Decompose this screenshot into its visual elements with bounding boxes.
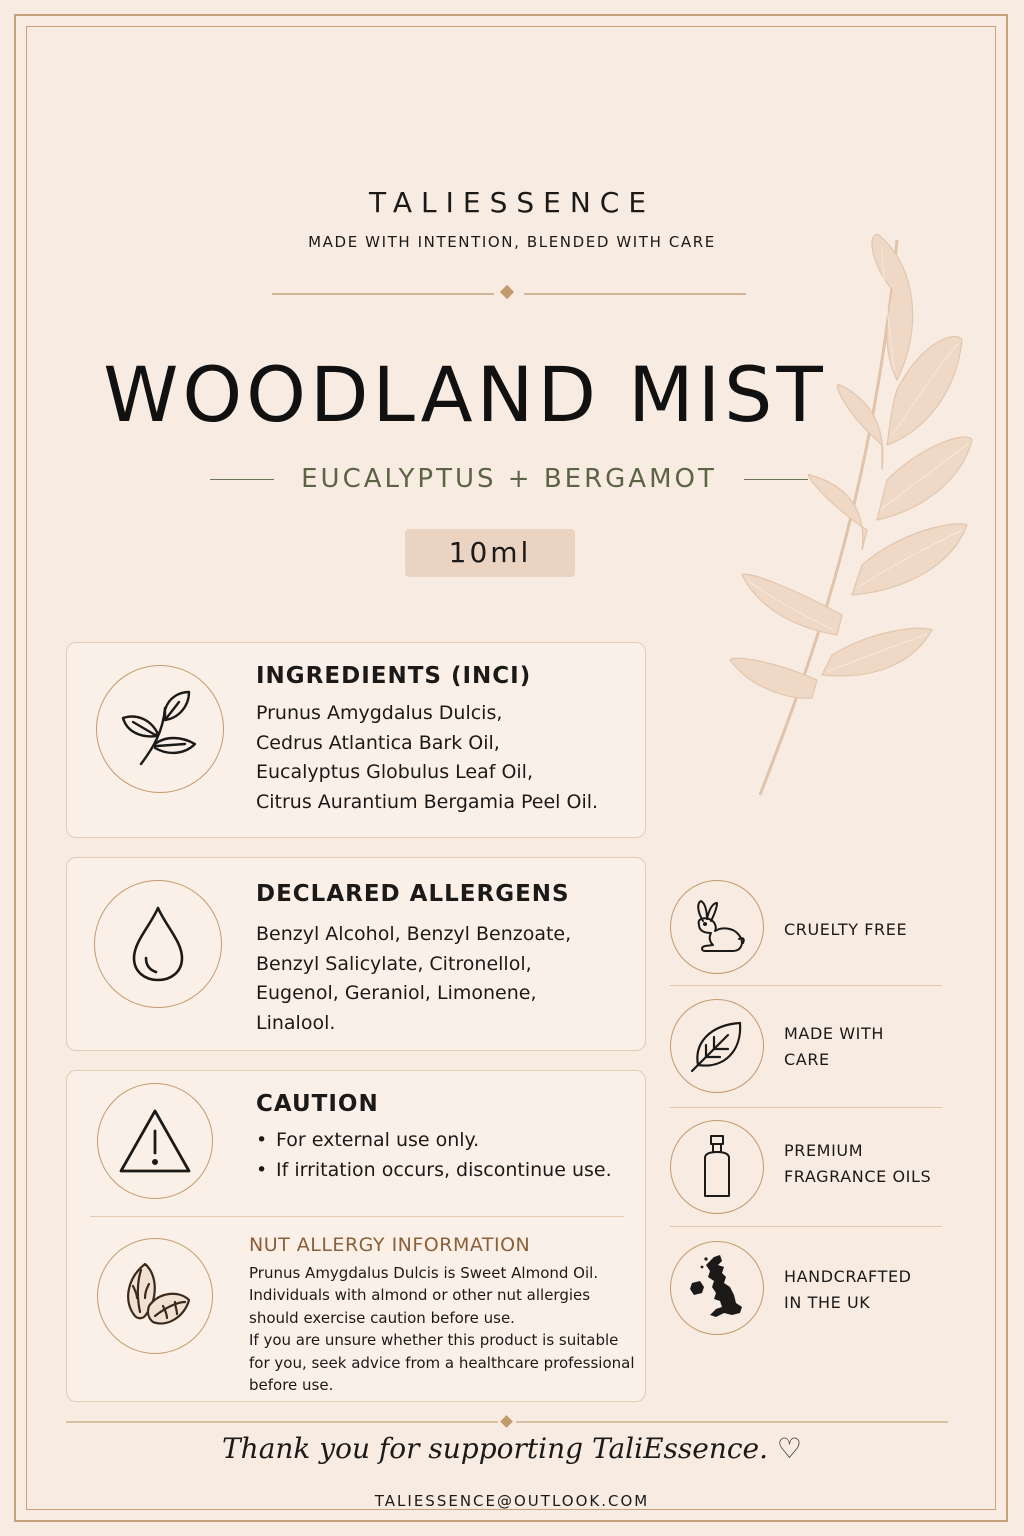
nut-allergy-line: for you, seek advice from a healthcare professional: [249, 1353, 635, 1372]
brand-tagline: MADE WITH INTENTION, BLENDED WITH CARE: [308, 233, 716, 251]
rabbit-icon: [670, 880, 764, 974]
contact-email: TALIESSENCE@OUTLOOK.COM: [374, 1492, 650, 1510]
nut-allergy-line: Individuals with almond or other nut allergies: [249, 1286, 591, 1305]
allergen-line: Linalool.: [256, 1011, 336, 1034]
nut-allergy-line: Prunus Amygdalus Dulcis is Sweet Almond Oil.: [249, 1264, 599, 1282]
feature-label: CRUELTY FREE: [784, 920, 908, 939]
caution-divider: [90, 1216, 624, 1217]
caution-heading: CAUTION: [256, 1091, 379, 1117]
warning-icon: [97, 1083, 213, 1199]
feature-label: PREMIUM FRAGRANCE OILS: [784, 1141, 932, 1186]
droplet-icon: [94, 880, 222, 1008]
thank-you-message: Thank you for supporting TaliEssence. ♡: [221, 1432, 802, 1465]
uk-map-icon: [670, 1241, 764, 1335]
ingredients-card: [66, 642, 646, 838]
feature-made-with-care: [670, 999, 942, 1099]
caution-item: • If irritation occurs, discontinue use.: [256, 1158, 612, 1181]
nut-allergy-heading: NUT ALLERGY INFORMATION: [249, 1234, 531, 1256]
top-divider: [272, 284, 746, 304]
allergens-heading: DECLARED ALLERGENS: [256, 881, 570, 907]
ingredients-heading: INGREDIENTS (INCI): [256, 663, 532, 689]
feature-label: MADE WITH CARE: [784, 1024, 885, 1069]
brand-name: TALIESSENCE: [368, 186, 656, 219]
feature-divider: [670, 1226, 942, 1227]
scent-notes: EUCALYPTUS + BERGAMOT: [301, 464, 717, 494]
nut-allergy-text: [249, 1262, 635, 1396]
allergen-line: Benzyl Alcohol, Benzyl Benzoate,: [256, 923, 572, 945]
caution-item: • For external use only.: [256, 1129, 480, 1151]
product-title: WOODLAND MIST: [103, 350, 827, 439]
allergens-list: [256, 920, 571, 1038]
leaf-sprig-icon: [722, 230, 982, 800]
leaves-icon: [96, 665, 224, 793]
nut-allergy-line: should exercise caution before use.: [249, 1308, 515, 1327]
feature-handcrafted-uk: [670, 1241, 942, 1341]
ingredient-line: Eucalyptus Globulus Leaf Oil,: [256, 761, 534, 783]
allergens-card: [66, 857, 646, 1051]
almond-icon: [97, 1238, 213, 1354]
allergen-line: Benzyl Salicylate, Citronellol,: [256, 952, 532, 975]
caution-list: [256, 1126, 612, 1185]
spray-bottle-icon: [670, 1120, 764, 1214]
ingredient-line: Citrus Aurantium Bergamia Peel Oil.: [256, 790, 599, 813]
feature-cruelty-free: [670, 880, 942, 980]
ingredients-list: [256, 699, 598, 817]
nut-allergy-line: If you are unsure whether this product is suitable: [249, 1331, 619, 1350]
leaf-icon: [670, 999, 764, 1093]
caution-card: [66, 1070, 646, 1402]
feature-label: HANDCRAFTED IN THE UK: [784, 1267, 912, 1312]
feature-premium-oils: [670, 1120, 942, 1220]
ingredient-line: Cedrus Atlantica Bark Oil,: [256, 731, 500, 754]
ingredient-line: Prunus Amygdalus Dulcis,: [256, 702, 503, 724]
bottom-divider: [66, 1412, 948, 1432]
nut-allergy-line: before use.: [249, 1376, 334, 1395]
feature-divider: [670, 985, 942, 986]
volume-badge: 10ml: [405, 529, 575, 577]
allergen-line: Eugenol, Geraniol, Limonene,: [256, 982, 537, 1004]
feature-divider: [670, 1107, 942, 1108]
scent-line: [210, 462, 808, 498]
